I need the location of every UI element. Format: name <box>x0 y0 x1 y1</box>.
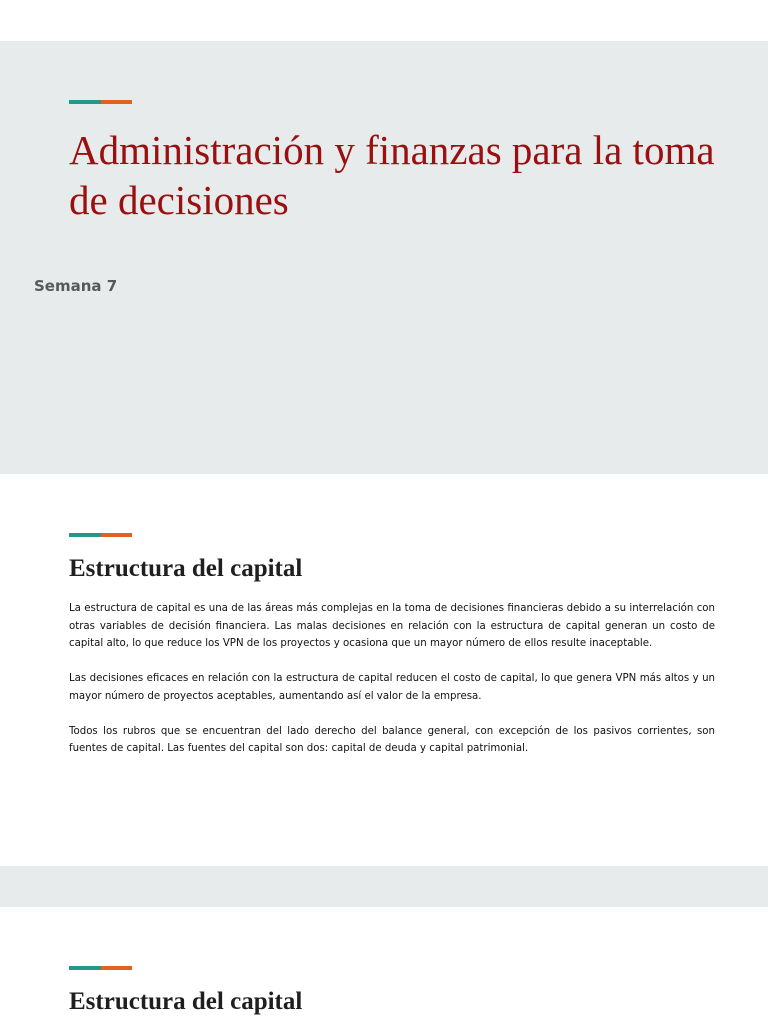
content-slide <box>0 474 768 866</box>
accent-bar <box>69 966 132 970</box>
presentation-title: Administración y finanzas para la toma de decisiones <box>69 127 715 223</box>
accent-bar-orange <box>101 533 132 537</box>
section-heading: Estructura del capital <box>69 555 303 582</box>
accent-bar-teal <box>69 100 101 104</box>
accent-bar-orange <box>101 966 132 970</box>
title-slide <box>0 41 768 474</box>
accent-bar-teal <box>69 533 101 537</box>
section-heading: Estructura del capital <box>69 988 303 1015</box>
accent-bar-teal <box>69 966 101 970</box>
slide-divider <box>0 866 768 907</box>
accent-bar <box>69 533 132 537</box>
paragraph: La estructura de capital es una de las áreas más complejas en la toma de decisiones financieras debido a su interrelación con otras variables de decisión financiera. Las malas decisiones en relación con la estructura de capital generan un costo de capital alto, lo que reduce los VPN de los proyectos y ocasiona que un mayor número de ellos resulte inaceptable. <box>69 603 715 649</box>
accent-bar-orange <box>101 100 132 104</box>
content-slide <box>0 907 768 1024</box>
paragraph: Las decisiones eficaces en relación con la estructura de capital reducen el costo de capital, lo que genera VPN más altos y un mayor número de proyectos aceptables, aumentando así el valor de la empresa. <box>69 673 715 702</box>
body-text <box>69 600 715 775</box>
paragraph: Todos los rubros que se encuentran del lado derecho del balance general, con excepción de los pasivos corrientes, son fuentes de capital. Las fuentes del capital son dos: capital de deuda y capital patrimonial. <box>69 725 715 754</box>
accent-bar <box>69 100 132 104</box>
presentation-subtitle: Semana 7 <box>34 277 118 295</box>
